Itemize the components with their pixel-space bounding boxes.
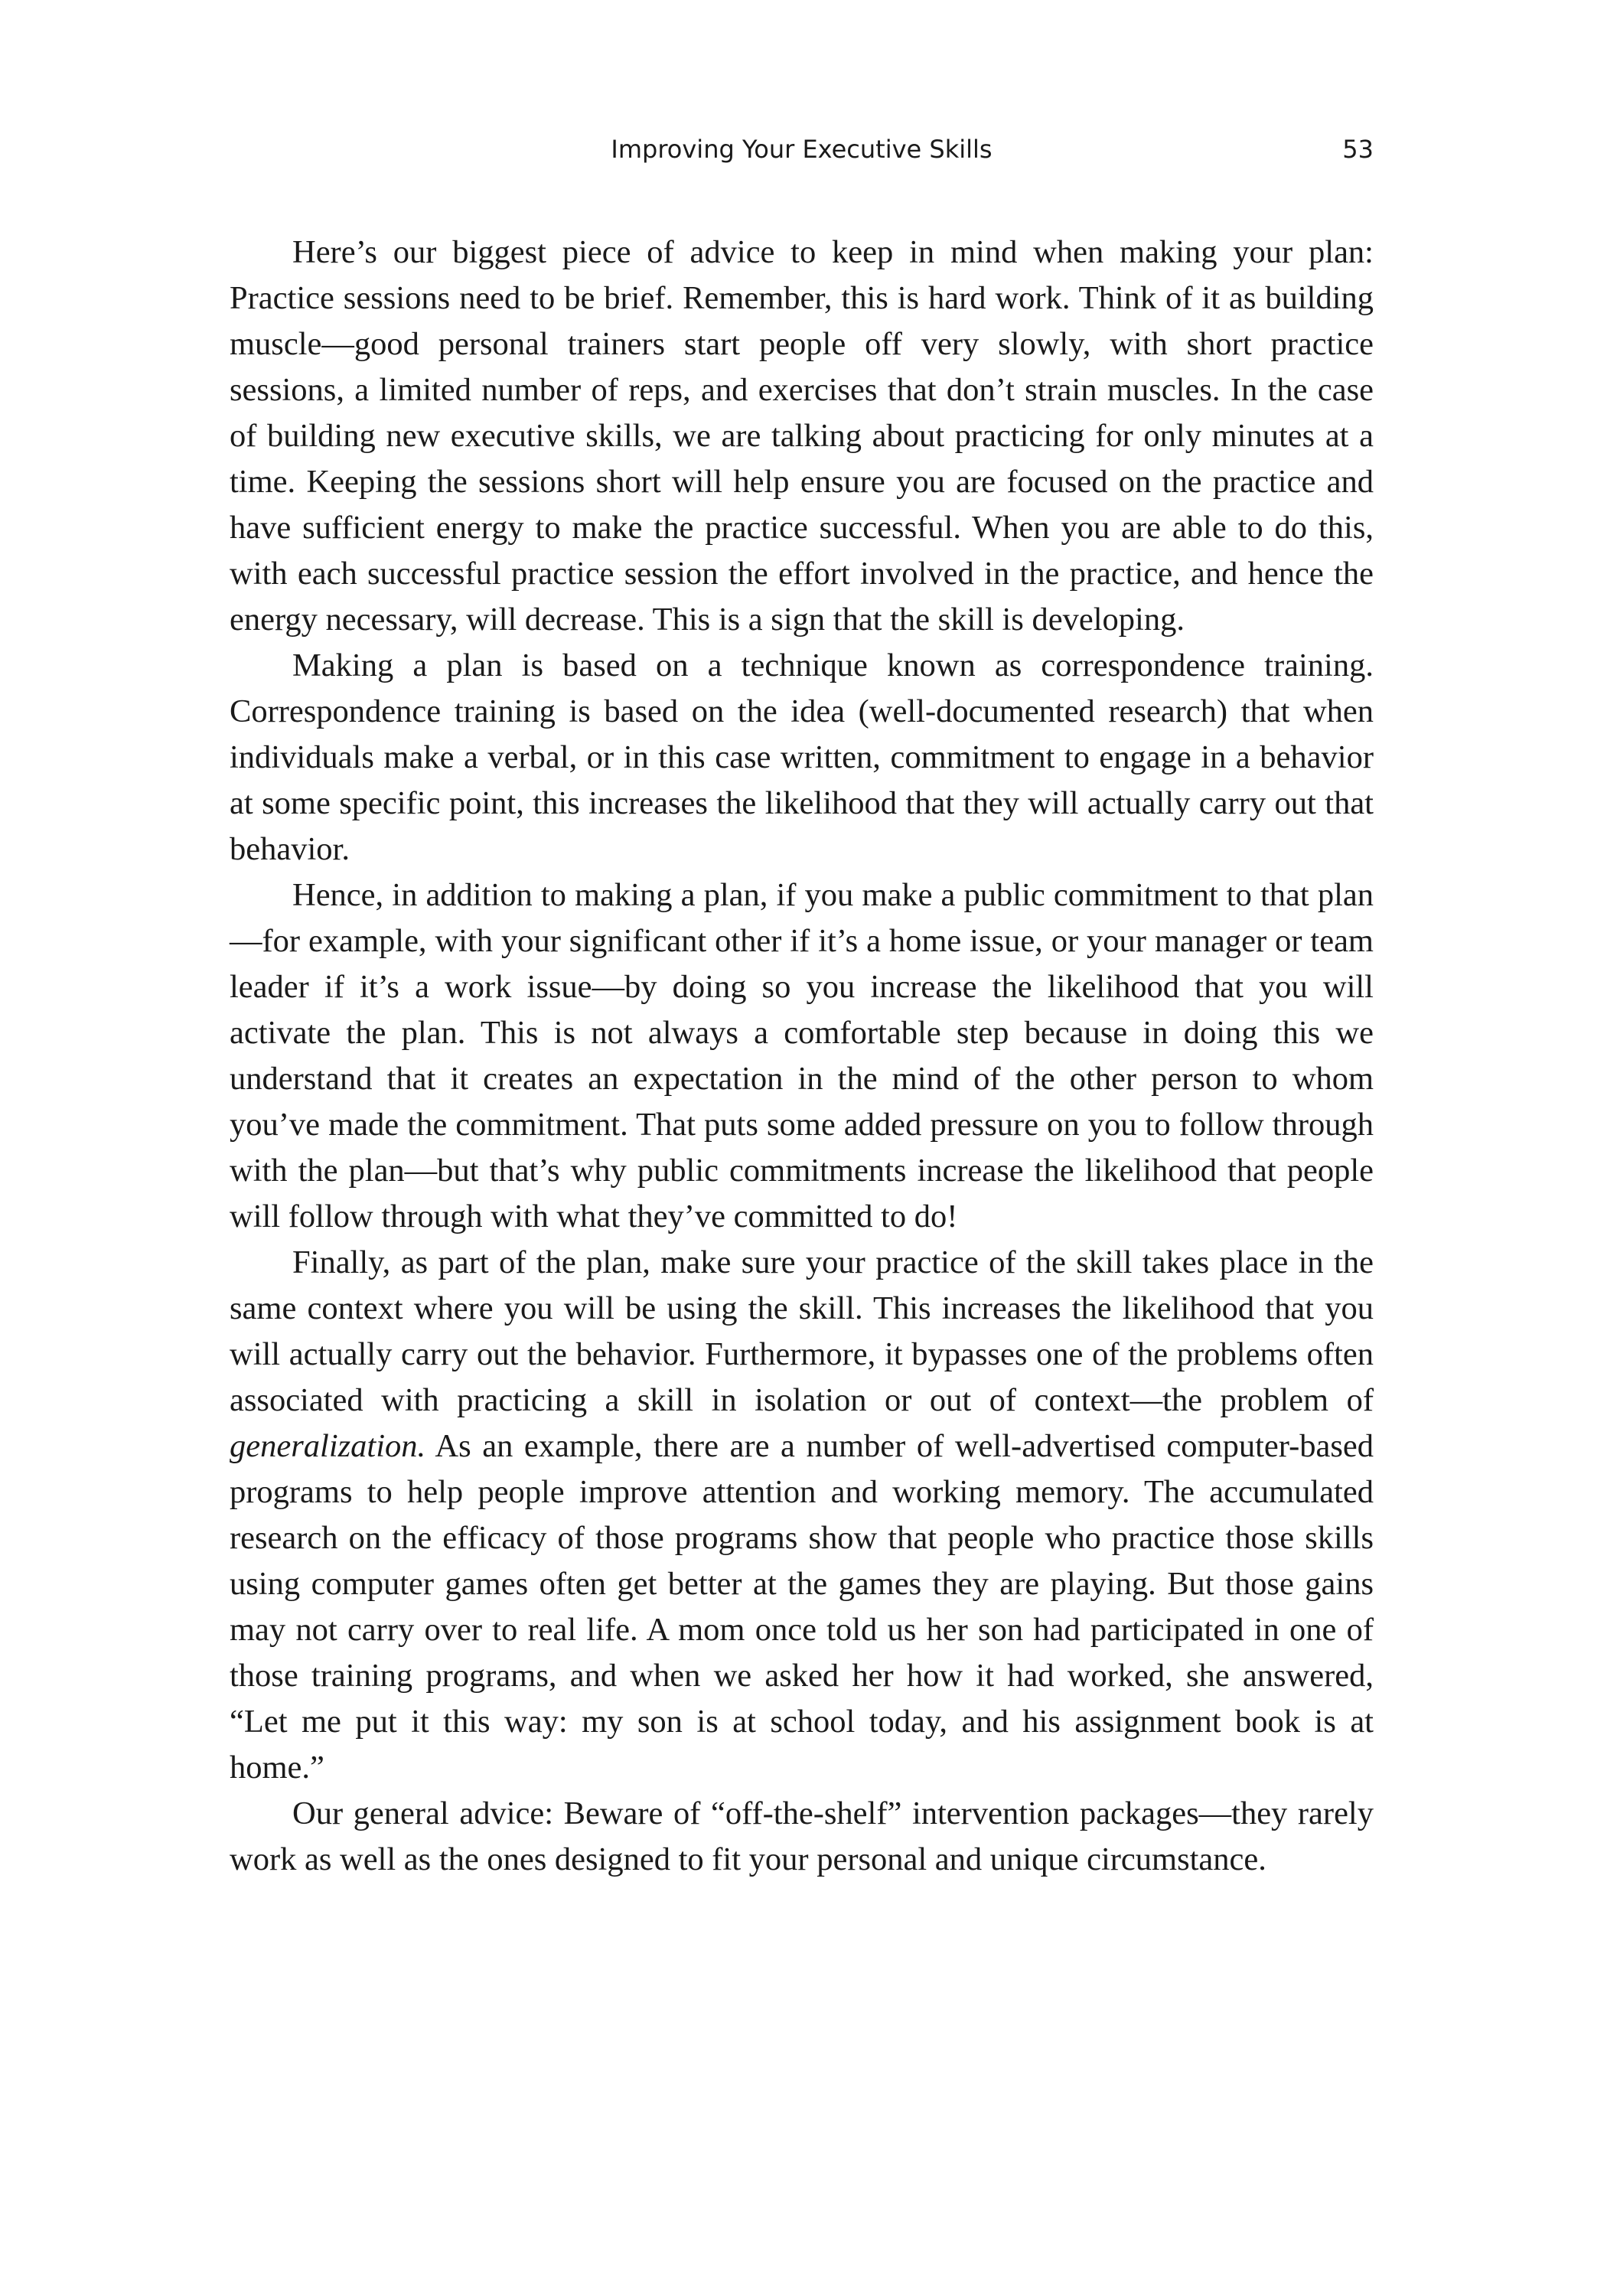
emphasized-term: generalization. <box>230 1428 426 1464</box>
paragraph-1 <box>230 230 1374 643</box>
paragraph-text: Our general advice: Beware of “off-the-shelf” intervention packages—they rarely work as well as the ones designed to fit your personal and unique circumstance. <box>230 1795 1374 1877</box>
paragraph-text: As an example, there are a number of well-advertised computer-based programs to help people improve attention and working memory. The accumulated research on the efficacy of those programs show that people who practice those skills using computer games often get better at the games they are playing. But those gains may not carry over to real life. A mom once told us her son had participated in one of those training programs, and when we asked her how it had worked, she answered, “Let me put it this way: my son is at school today, and his assignment book is at home.” <box>230 1428 1374 1786</box>
paragraph-text: Hence, in addition to making a plan, if you make a public commitment to that plan—for example, with your significant other if it’s a home issue, or your manager or team leader if it’s a work issue—by doing so you increase the likelihood that you will activate the plan. This is not always a comfortable step because in doing this we understand that it creates an expectation in the mind of the other person to whom you’ve made the commitment. That puts some added pressure on you to follow through with the plan—but that’s why public commitments increase the likelihood that people will follow through with what they’ve committed to do! <box>230 877 1374 1234</box>
page-number: 53 <box>1342 135 1374 164</box>
paragraph-text: Finally, as part of the plan, make sure your practice of the skill takes place in the same context where you will be using the skill. This increases the likelihood that you will actually carry out the behavior. Furthermore, it bypasses one of the problems often associated with practicing a skill in isolation or out of context—the problem of <box>230 1244 1374 1418</box>
paragraph-text: Making a plan is based on a technique known as correspondence training. Correspondence training is based on the idea (well-documented research) that when individuals make a verbal, or in this case written, commitment to engage in a behavior at some specific point, this increases the likelihood that they will actually carry out that behavior. <box>230 647 1374 867</box>
running-head <box>230 135 1374 173</box>
paragraph-4 <box>230 1240 1374 1791</box>
body-text <box>230 230 1374 1883</box>
running-head-title: Improving Your Executive Skills <box>611 135 993 164</box>
paragraph-3 <box>230 872 1374 1240</box>
paragraph-2 <box>230 643 1374 872</box>
paragraph-text: Here’s our biggest piece of advice to keep in mind when making your plan: Practice sessions need to be brief. Remember, this is hard work. Think of it as building muscle—good personal trainers start people off very slowly, with short practice sessions, a limited number of reps, and exercises that don’t strain muscles. In the case of building new executive skills, we are talking about practicing for only minutes at a time. Keeping the sessions short will help ensure you are focused on the practice and have sufficient energy to make the practice successful. When you are able to do this, with each successful practice session the effort involved in the practice, and hence the energy necessary, will decrease. This is a sign that the skill is developing. <box>230 234 1374 638</box>
paragraph-5 <box>230 1791 1374 1883</box>
